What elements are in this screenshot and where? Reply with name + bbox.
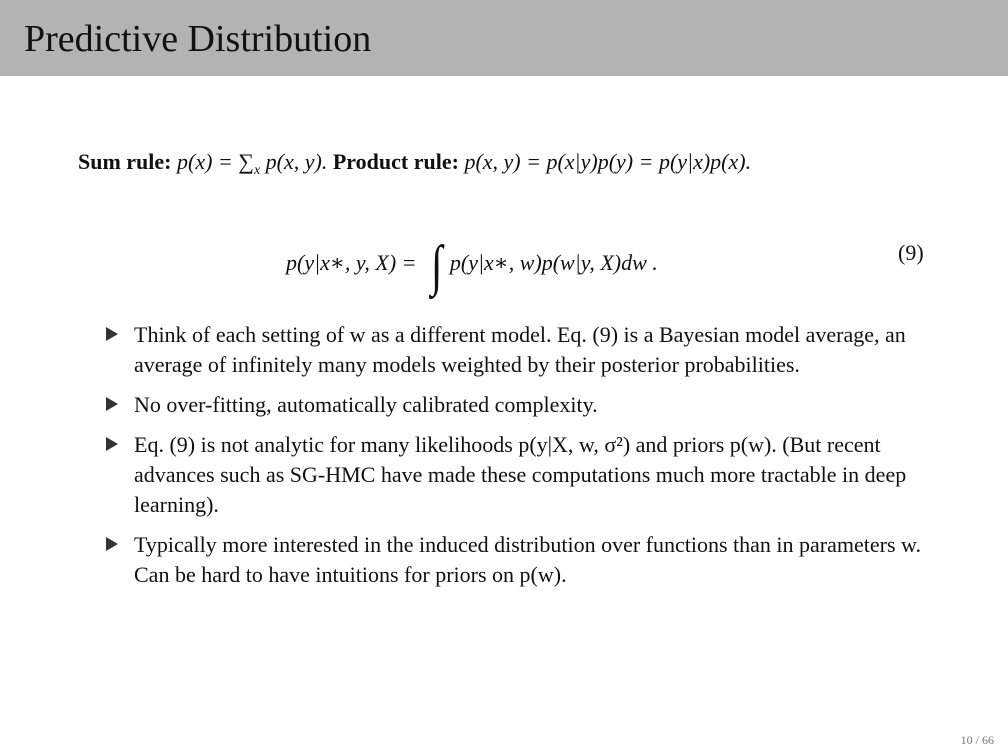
- sum-rule-label: Sum rule:: [78, 149, 172, 174]
- bullet-item: [100, 430, 960, 520]
- probability-rules: [78, 148, 978, 185]
- sum-symbol: ∑: [238, 149, 254, 174]
- sum-rule-expression-start: p(x) =: [177, 149, 239, 174]
- triangle-bullet-icon: [106, 327, 118, 341]
- bullet-item: [100, 530, 960, 590]
- product-rule-expression: p(x, y) = p(x|y)p(y) = p(y|x)p(x).: [464, 149, 752, 174]
- product-rule-label: Product rule:: [332, 149, 459, 174]
- equation-rhs: p(y|x∗, w)p(w|y, X)dw .: [449, 250, 658, 275]
- bullet-text: Think of each setting of w as a different model. Eq. (9) is a Bayesian model average, an average of infinitely many models weighted by their posterior probabilities.: [134, 322, 906, 377]
- sum-rule-expression-end: p(x, y).: [260, 149, 328, 174]
- title-bar: [0, 0, 1008, 76]
- bullet-text: No over-fitting, automatically calibrated complexity.: [134, 392, 598, 417]
- bullet-list: [100, 320, 960, 600]
- bullet-text: Eq. (9) is not analytic for many likelihoods p(y|X, w, σ²) and priors p(w). (But recent advances such as SG-HMC have made these computations much more tractable in deep learning).: [134, 432, 907, 517]
- triangle-bullet-icon: [106, 397, 118, 411]
- page-number: 10 / 66: [960, 733, 994, 747]
- sum-subscript: x: [253, 163, 261, 178]
- integral-symbol: ∫: [430, 235, 442, 297]
- bullet-item: [100, 320, 960, 380]
- slide-title: Predictive Distribution: [24, 18, 372, 60]
- triangle-bullet-icon: [106, 537, 118, 551]
- triangle-bullet-icon: [106, 437, 118, 451]
- equation-lhs: p(y|x∗, y, X) =: [286, 250, 417, 275]
- predictive-equation: [286, 235, 658, 297]
- bullet-item: [100, 390, 960, 420]
- bullet-text: Typically more interested in the induced distribution over functions than in parameters w. Can be hard to have intuitions for priors on p(w).: [134, 532, 921, 587]
- equation-number: (9): [898, 240, 924, 265]
